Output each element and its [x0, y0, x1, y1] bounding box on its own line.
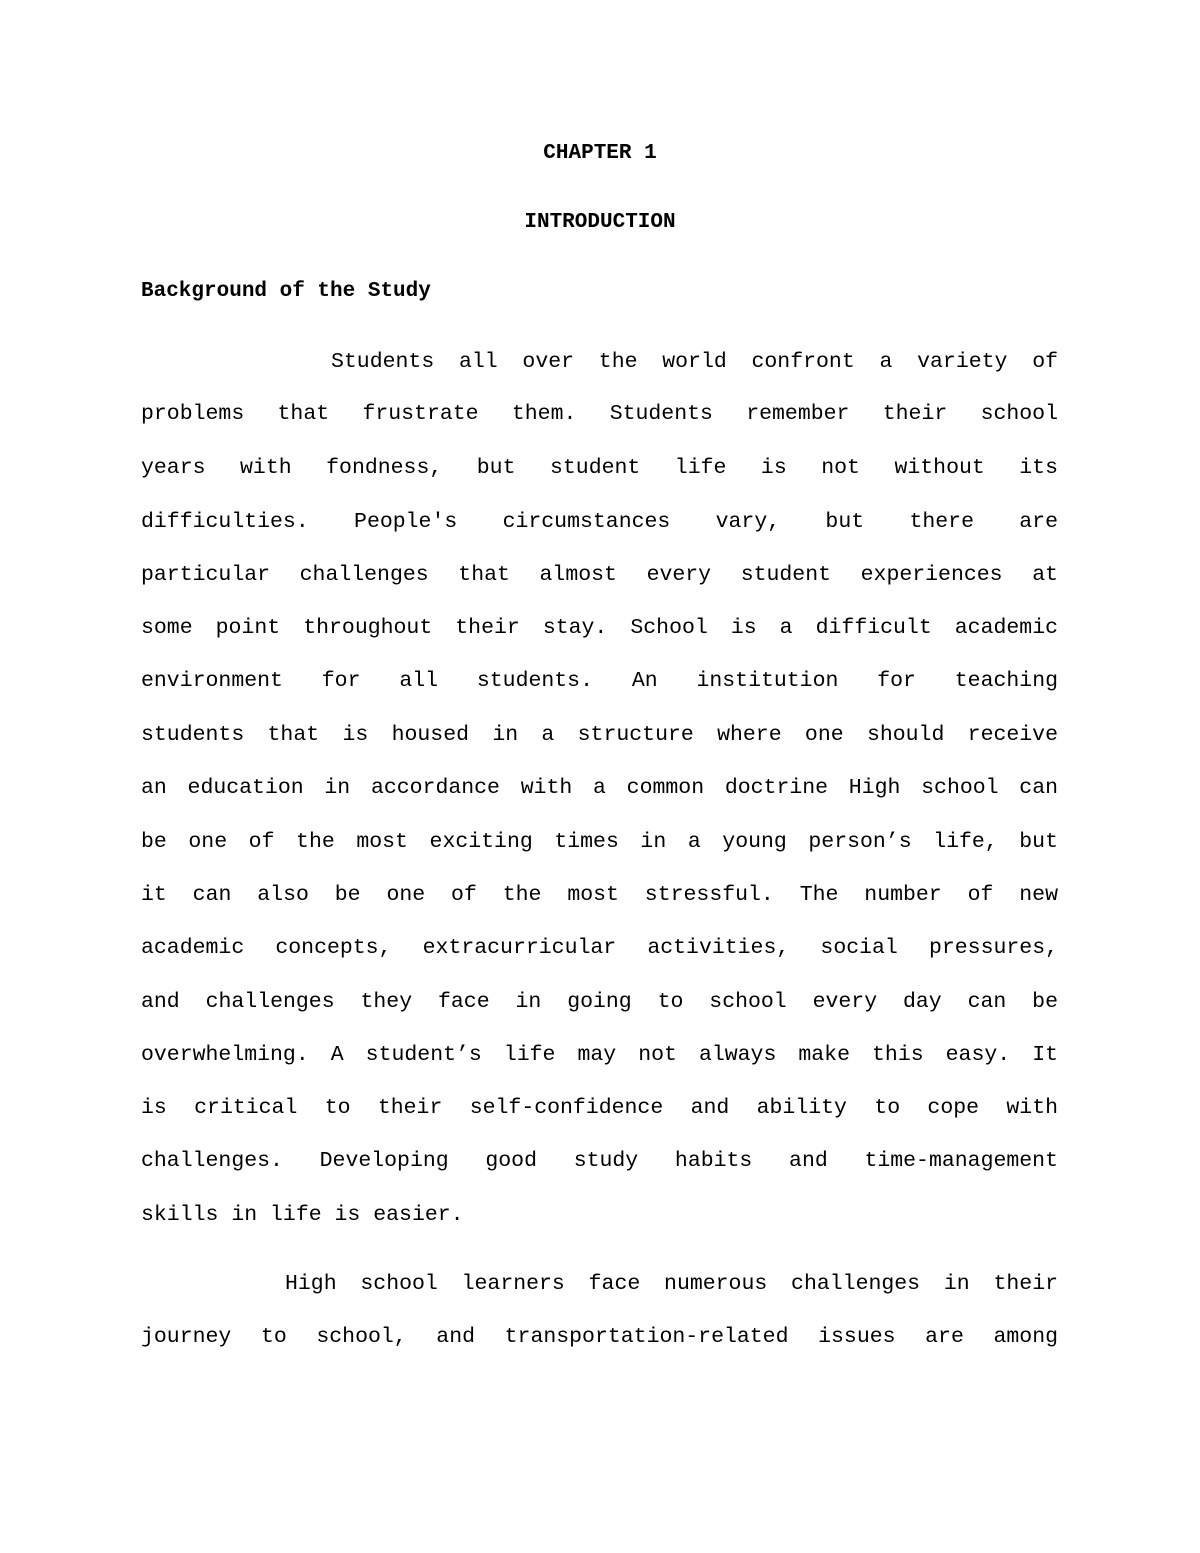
paragraph-line: challenges. Developing good study habits and time-management — [141, 1149, 1058, 1173]
subheading: Background of the Study — [141, 280, 431, 303]
paragraph-line: and challenges they face in going to school every day can be — [141, 990, 1058, 1014]
section-title: INTRODUCTION — [524, 211, 676, 234]
paragraph-line: it can also be one of the most stressful. The number of new — [141, 883, 1058, 907]
paragraph-line: be one of the most exciting times in a young person’s life, but — [141, 830, 1058, 854]
paragraph-line: academic concepts, extracurricular activities, social pressures, — [141, 936, 1058, 960]
chapter-title: CHAPTER 1 — [543, 142, 657, 165]
paragraph-line: years with fondness, but student life is not without its — [141, 456, 1058, 480]
paragraph-line: some point throughout their stay. School is a difficult academic — [141, 616, 1058, 640]
paragraph-line: High school learners face numerous challenges in their — [285, 1272, 1058, 1296]
paragraph-line: is critical to their self-confidence and ability to cope with — [141, 1096, 1058, 1120]
paragraph-line: journey to school, and transportation-related issues are among — [141, 1325, 1058, 1349]
paragraph-line: particular challenges that almost every student experiences at — [141, 563, 1058, 587]
paragraph-line: skills in life is easier. — [141, 1203, 464, 1227]
paragraph-line: Students all over the world confront a variety of — [331, 350, 1058, 374]
paragraph-line: difficulties. People's circumstances vary, but there are — [141, 510, 1058, 534]
paragraph-line: an education in accordance with a common doctrine High school can — [141, 776, 1058, 800]
paragraph-line: students that is housed in a structure where one should receive — [141, 723, 1058, 747]
paragraph-line: environment for all students. An institution for teaching — [141, 669, 1058, 693]
paragraph-line: overwhelming. A student’s life may not always make this easy. It — [141, 1043, 1058, 1067]
paragraph-line: problems that frustrate them. Students remember their school — [141, 402, 1058, 426]
